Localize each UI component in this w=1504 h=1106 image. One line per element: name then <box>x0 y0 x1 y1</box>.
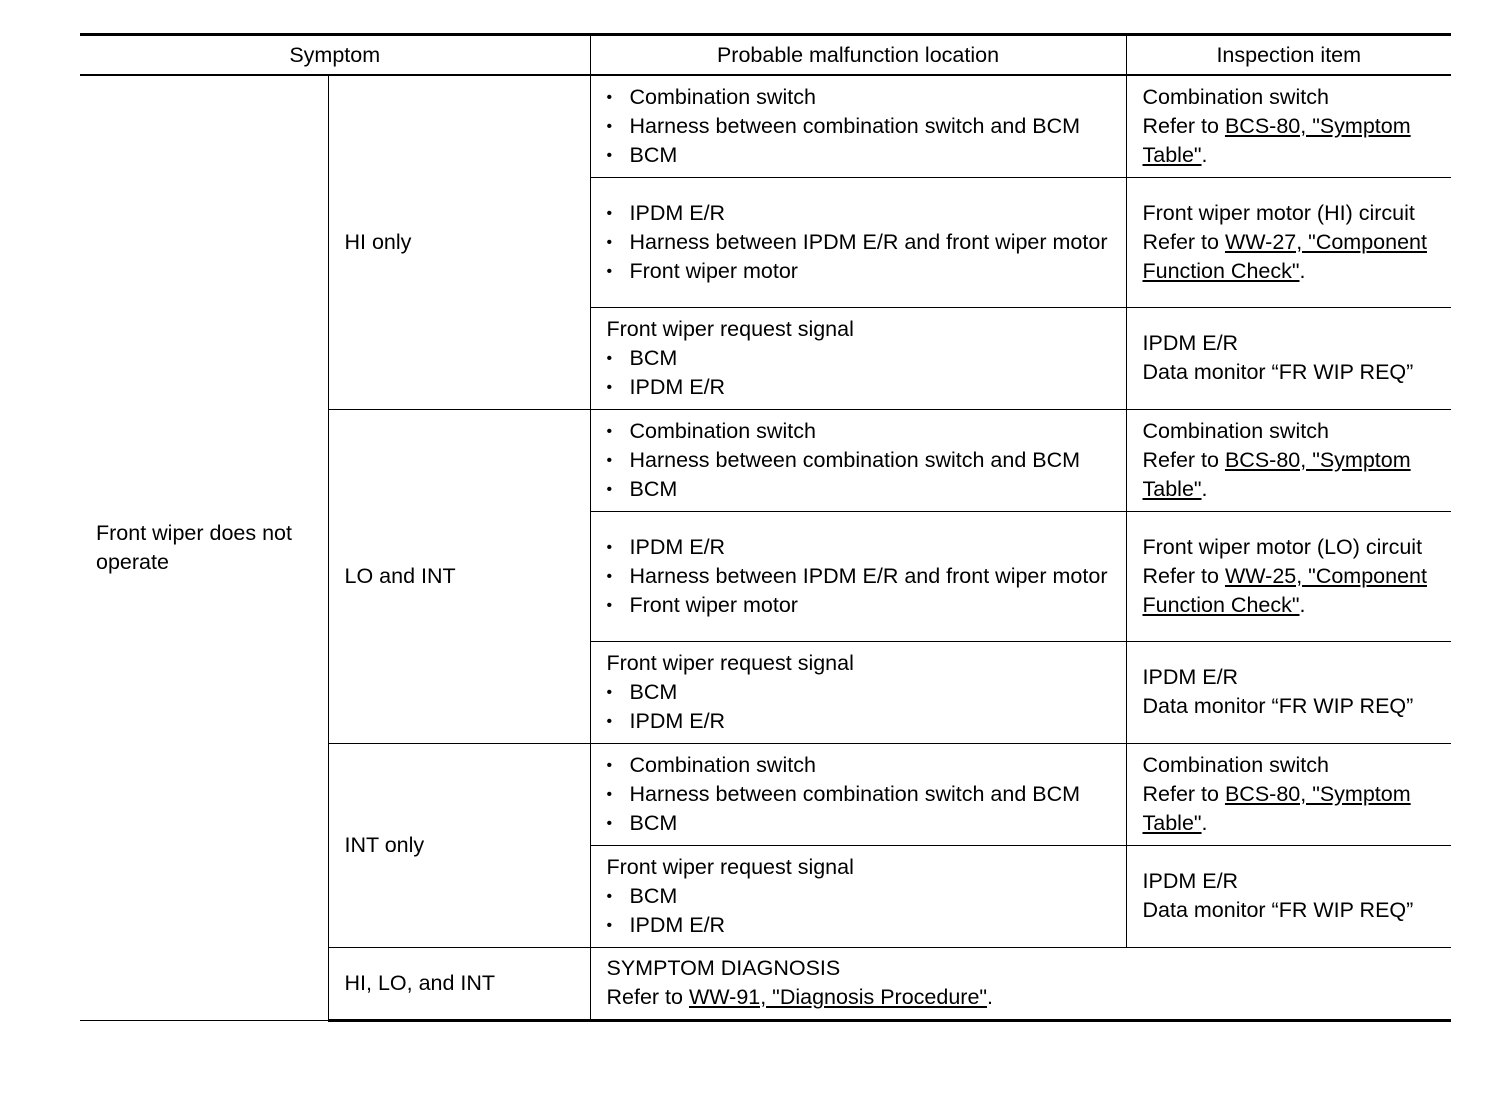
list-item: • IPDM E/R <box>607 373 1120 402</box>
inspection-cell <box>1126 177 1451 307</box>
list-item: • Front wiper motor <box>607 257 1120 286</box>
list-item: • Harness between IPDM E/R and front wiper motor <box>607 562 1120 591</box>
refer-text: Refer to <box>1142 563 1219 588</box>
list-item: • Front wiper motor <box>607 591 1120 620</box>
list-item: • Harness between combination switch and BCM <box>607 780 1120 809</box>
ww-25-link[interactable]: WW-25, "Component Function Check" <box>1142 563 1427 617</box>
inspection-title: Combination switch <box>1142 752 1329 777</box>
header-inspection: Inspection item <box>1126 35 1451 76</box>
list-item: • Combination switch <box>607 751 1120 780</box>
location-cell <box>590 177 1126 307</box>
ww-91-link[interactable]: WW-91, "Diagnosis Procedure" <box>688 985 988 1009</box>
refer-text: Refer to <box>1142 781 1219 806</box>
bcs-80-link[interactable]: BCS-80, "Symptom Table" <box>1142 113 1411 167</box>
header-row <box>80 35 1451 76</box>
list-item: • BCM <box>607 678 1120 707</box>
data-monitor-text: Data monitor “FR WIP REQ” <box>1142 898 1414 922</box>
refer-text: Refer to <box>1142 113 1219 138</box>
period: . <box>987 985 994 1009</box>
symptom-main: Front wiper does not operate <box>80 75 328 1020</box>
data-monitor-text: Data monitor “FR WIP REQ” <box>1142 360 1414 384</box>
list-item: • Combination switch <box>607 417 1120 446</box>
ww-27-link[interactable]: WW-27, "Component Function Check" <box>1142 229 1427 283</box>
inspection-cell <box>1126 845 1451 947</box>
list-item: • Harness between combination switch and BCM <box>607 112 1120 141</box>
header-symptom: Symptom <box>80 35 590 76</box>
location-cell <box>590 409 1126 511</box>
location-cell <box>590 511 1126 641</box>
inspection-cell <box>1126 511 1451 641</box>
list-item: • IPDM E/R <box>607 533 1120 562</box>
symptom-hi-lo-int: HI, LO, and INT <box>328 947 590 1020</box>
inspection-cell <box>1126 409 1451 511</box>
location-cell <box>590 307 1126 409</box>
symptom-int-only: INT only <box>328 743 590 947</box>
list-item: • IPDM E/R <box>607 707 1120 736</box>
symptom-hi-only: HI only <box>328 75 590 409</box>
inspection-title: IPDM E/R <box>1142 665 1239 689</box>
list-item: • BCM <box>607 475 1120 504</box>
period: . <box>1299 592 1306 617</box>
list-item: • IPDM E/R <box>607 199 1120 228</box>
refer-text: Refer to <box>1142 447 1219 472</box>
list-item: • Harness between IPDM E/R and front wiper motor <box>607 228 1120 257</box>
inspection-title: Combination switch <box>1142 84 1329 109</box>
diagnosis-cell <box>590 947 1451 1020</box>
inspection-title: Front wiper motor (LO) circuit <box>1142 534 1423 559</box>
inspection-cell <box>1126 743 1451 845</box>
list-item: • BCM <box>607 141 1120 170</box>
location-cell <box>590 641 1126 743</box>
list-item: • BCM <box>607 809 1120 838</box>
table-row <box>80 75 1451 177</box>
inspection-title: IPDM E/R <box>1142 869 1239 893</box>
location-cell <box>590 845 1126 947</box>
list-item: • BCM <box>607 882 1120 911</box>
location-cell <box>590 75 1126 177</box>
list-item: • IPDM E/R <box>607 911 1120 940</box>
inspection-cell <box>1126 641 1451 743</box>
refer-text: Refer to <box>606 985 683 1009</box>
symptom-lo-and-int: LO and INT <box>328 409 590 743</box>
list-item: • Harness between combination switch and BCM <box>607 446 1120 475</box>
symptom-table <box>80 33 1451 1022</box>
inspection-title: Front wiper motor (HI) circuit <box>1142 200 1415 225</box>
period: . <box>1201 142 1208 167</box>
bcs-80-link[interactable]: BCS-80, "Symptom Table" <box>1142 447 1411 501</box>
location-title: Front wiper request signal <box>606 854 854 879</box>
bcs-80-link[interactable]: BCS-80, "Symptom Table" <box>1142 781 1411 835</box>
period: . <box>1201 476 1208 501</box>
inspection-title: IPDM E/R <box>1142 331 1239 355</box>
inspection-title: Combination switch <box>1142 418 1329 443</box>
header-location: Probable malfunction location <box>590 35 1126 76</box>
inspection-cell <box>1126 75 1451 177</box>
location-cell <box>590 743 1126 845</box>
period: . <box>1299 258 1306 283</box>
inspection-cell <box>1126 307 1451 409</box>
location-title: Front wiper request signal <box>606 316 854 341</box>
location-title: Front wiper request signal <box>606 650 854 675</box>
symptom-diagnosis-title: SYMPTOM DIAGNOSIS <box>606 956 841 980</box>
refer-text: Refer to <box>1142 229 1219 254</box>
period: . <box>1201 810 1208 835</box>
data-monitor-text: Data monitor “FR WIP REQ” <box>1142 694 1414 718</box>
list-item: • BCM <box>607 344 1120 373</box>
list-item: • Combination switch <box>607 83 1120 112</box>
